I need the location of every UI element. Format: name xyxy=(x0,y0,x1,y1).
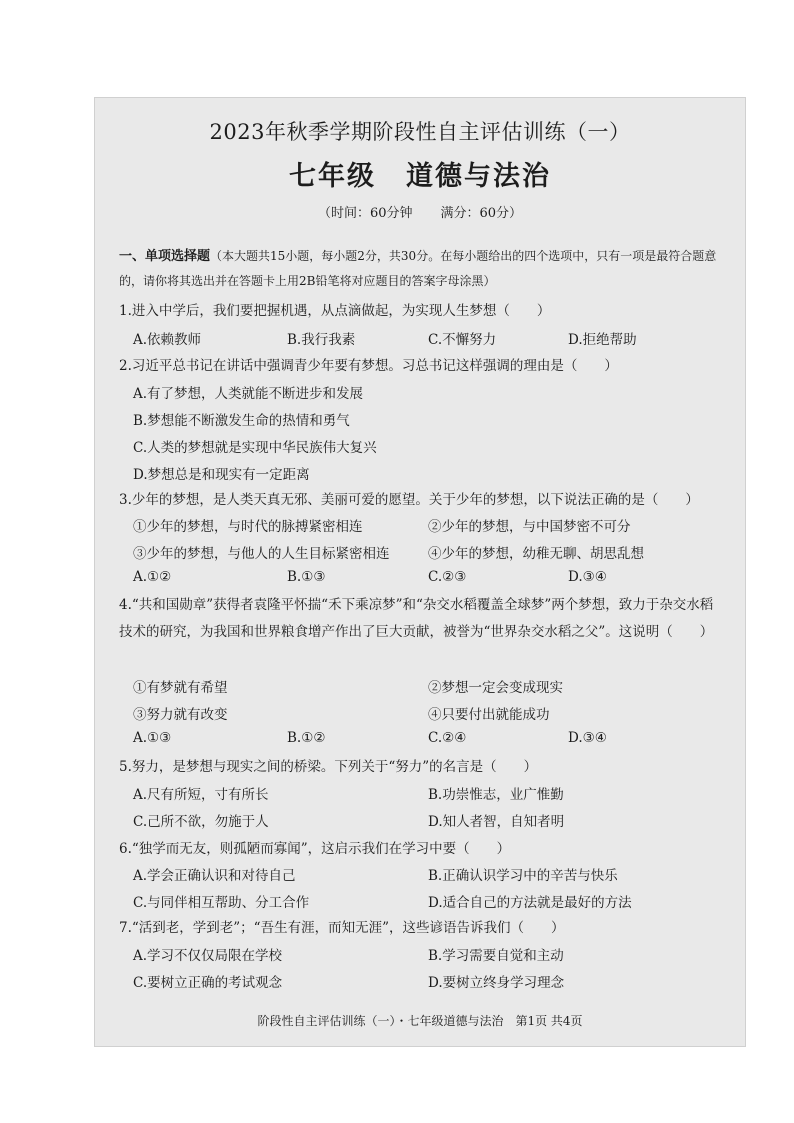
q1-option-a: A.依赖教师 xyxy=(133,332,202,348)
question-3: 3.少年的梦想，是人类天真无邪、美丽可爱的愿望。关于少年的梦想，以下说法正确的是（ ） xyxy=(119,492,699,508)
q7-option-c: C.要树立正确的考试观念 xyxy=(133,975,283,991)
question-2: 2.习近平总书记在讲话中强调青少年要有梦想。习总书记这样强调的理由是（ ） xyxy=(119,358,618,374)
exam-time-score xyxy=(95,202,745,221)
exam-time: （时间：60分钟 xyxy=(317,206,413,221)
grade-label: 七年级 xyxy=(289,161,376,192)
q3-option-a: A.①② xyxy=(133,569,172,585)
q5-option-d: D.知人者智，自知者明 xyxy=(428,814,565,830)
q3-statement-1: ①少年的梦想，与时代的脉搏紧密相连 xyxy=(133,519,363,535)
section-heading: 一、单项选择题 xyxy=(119,249,211,264)
q4-option-c: C.②④ xyxy=(428,730,467,746)
section-note: （本大题共15小题，每小题2分，共30分。在每小题给出的四个选项中，只有一项是最符合题意的，请你将其选出并在答题卡上用2B铅笔将对应题目的答案字母涂黑） xyxy=(119,249,717,288)
q4-option-d: D.③④ xyxy=(568,730,607,746)
q6-option-a: A.学会正确认识和对待自己 xyxy=(133,868,296,884)
subject-label: 道德与法治 xyxy=(406,161,551,192)
question-6: 6.“独学而无友，则孤陋而寡闻”，这启示我们在学习中要（ ） xyxy=(119,841,511,857)
q1-option-d: D.拒绝帮助 xyxy=(568,332,637,348)
q1-option-c: C.不懈努力 xyxy=(428,332,497,348)
q6-option-c: C.与同伴相互帮助、分工合作 xyxy=(133,895,310,911)
page-footer: 阶段性自主评估训练（一）・七年级道德与法治 第1页 共4页 xyxy=(257,1014,583,1028)
q5-option-b: B.功崇惟志，业广惟勤 xyxy=(428,787,564,803)
q5-option-c: C.己所不欲，勿施于人 xyxy=(133,814,269,830)
q2-option-c: C.人类的梦想就是实现中华民族伟大复兴 xyxy=(133,440,377,456)
q3-statement-4: ④少年的梦想，幼稚无聊、胡思乱想 xyxy=(428,546,644,562)
q4-statement-3: ③努力就有改变 xyxy=(133,707,228,723)
q1-option-b: B.我行我素 xyxy=(287,332,356,348)
q4-statement-2: ②梦想一定会变成现实 xyxy=(428,680,563,696)
q2-option-a: A.有了梦想，人类就能不断进步和发展 xyxy=(133,386,364,402)
q6-option-d: D.适合自己的方法就是最好的方法 xyxy=(428,895,632,911)
question-7: 7.“活到老，学到老”；“吾生有涯，而知无涯”，这些谚语告诉我们（ ） xyxy=(119,920,565,936)
q4-option-a: A.①③ xyxy=(133,730,172,746)
q7-option-a: A.学习不仅仅局限在学校 xyxy=(133,948,283,964)
question-4: 4.“共和国勋章”获得者袁隆平怀揣“禾下乘凉梦”和“杂交水稻覆盖全球梦”两个梦想，致力于杂交水稻技术的研究，为我国和世界粮食增产作出了巨大贡献，被誉为“世界杂交水稻之父”。这说明（ ） xyxy=(119,597,714,640)
q3-option-c: C.②③ xyxy=(428,569,467,585)
q2-option-b: B.梦想能不断激发生命的热情和勇气 xyxy=(133,413,350,429)
q7-option-d: D.要树立终身学习理念 xyxy=(428,975,565,991)
exam-title: 2023年秋季学期阶段性自主评估训练（一） xyxy=(209,120,631,144)
question-1: 1.进入中学后，我们要把握机遇，从点滴做起，为实现人生梦想（ ） xyxy=(119,303,551,319)
question-5: 5.努力，是梦想与现实之间的桥梁。下列关于“努力”的名言是（ ） xyxy=(119,759,538,775)
q4-statement-4: ④只要付出就能成功 xyxy=(428,707,550,723)
q3-statement-2: ②少年的梦想，与中国梦密不可分 xyxy=(428,519,631,535)
exam-sheet xyxy=(94,97,746,1047)
q6-option-b: B.正确认识学习中的辛苦与快乐 xyxy=(428,868,618,884)
q3-statement-3: ③少年的梦想，与他人的人生目标紧密相连 xyxy=(133,546,390,562)
q5-option-a: A.尺有所短，寸有所长 xyxy=(133,787,269,803)
q7-option-b: B.学习需要自觉和主动 xyxy=(428,948,564,964)
q4-option-b: B.①② xyxy=(287,730,326,746)
q2-option-d: D.梦想总是和现实有一定距离 xyxy=(133,467,310,483)
exam-score: 满分：60分） xyxy=(440,206,523,221)
exam-grade-subject xyxy=(95,154,745,193)
q3-option-b: B.①③ xyxy=(287,569,326,585)
q4-statement-1: ①有梦就有希望 xyxy=(133,680,228,696)
section-instructions xyxy=(119,244,735,294)
q3-option-d: D.③④ xyxy=(568,569,607,585)
